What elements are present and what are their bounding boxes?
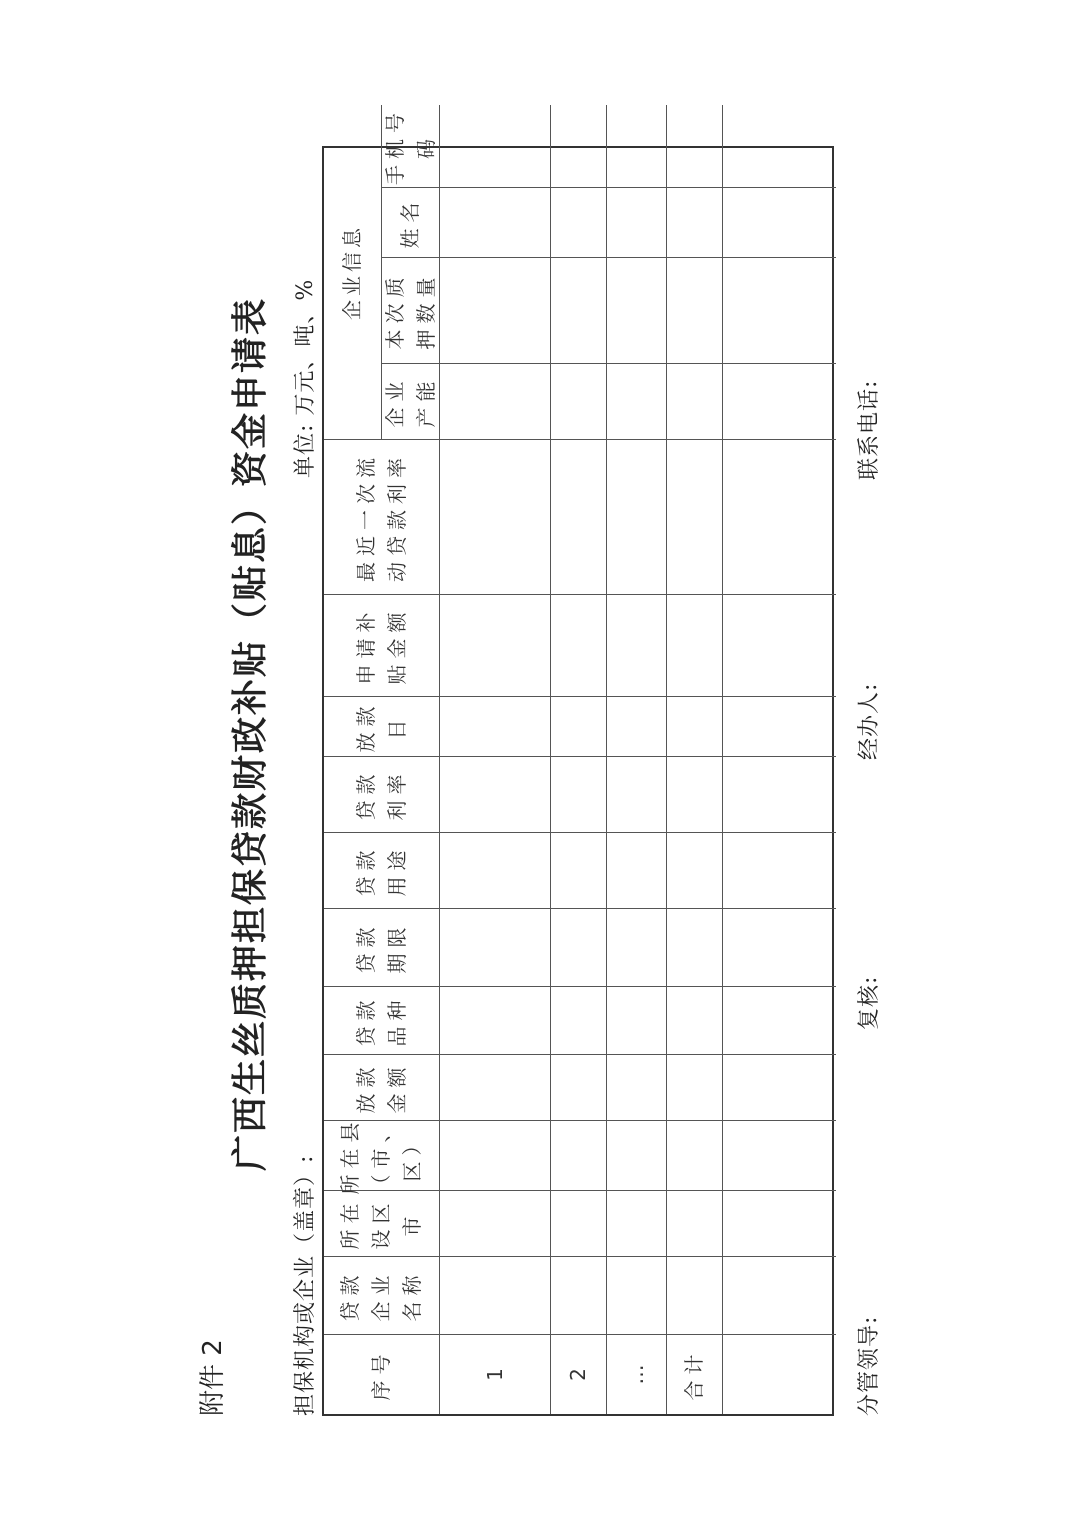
table-cell [667, 756, 723, 832]
table-cell [551, 1190, 607, 1256]
table-cell [723, 594, 836, 696]
header-cell: 企业产能 [382, 363, 440, 439]
table-cell [667, 908, 723, 986]
table-cell [667, 1256, 723, 1334]
table-cell [607, 187, 667, 257]
table-cell [723, 257, 836, 363]
table-cell [667, 696, 723, 756]
table-cell [607, 756, 667, 832]
table-cell [551, 187, 607, 257]
table-cell [667, 105, 723, 187]
handler-signature-label: 经办人: [857, 682, 882, 760]
header-cell: 序号 [324, 1334, 440, 1414]
table-cell [551, 908, 607, 986]
table-cell [667, 187, 723, 257]
table-cell [723, 832, 836, 908]
table-cell [440, 756, 551, 832]
table-cell [667, 257, 723, 363]
table-cell [551, 696, 607, 756]
applicant-label: 担保机构或企业（盖章）: [293, 1154, 318, 1416]
header-cell: 申请补贴金额 [324, 594, 440, 696]
table-cell [440, 439, 551, 594]
table-cell [607, 1256, 667, 1334]
table-cell [723, 439, 836, 594]
table-cell [607, 1054, 667, 1120]
table-cell [607, 594, 667, 696]
table-cell [607, 986, 667, 1054]
table-cell [551, 363, 607, 439]
header-cell: 所在设区市 [324, 1190, 440, 1256]
table-cell [607, 832, 667, 908]
row-label: 2 [551, 1334, 607, 1414]
table-cell [440, 1190, 551, 1256]
table-cell [667, 1190, 723, 1256]
table-cell [607, 1190, 667, 1256]
table-cell [723, 908, 836, 986]
table-cell [607, 257, 667, 363]
table-cell [607, 1120, 667, 1190]
table-cell [440, 187, 551, 257]
table-cell [607, 105, 667, 187]
table-cell [667, 986, 723, 1054]
table-cell [551, 257, 607, 363]
table-cell [551, 1054, 607, 1120]
table-cell [667, 1120, 723, 1190]
table-cell [667, 439, 723, 594]
annex-label: 附件 2 [198, 1339, 228, 1416]
reviewer-signature-label: 复核: [857, 975, 882, 1030]
table-cell [667, 594, 723, 696]
row-label-total: 合计 [667, 1334, 723, 1414]
table-cell [551, 105, 607, 187]
header-cell: 贷款利率 [324, 756, 440, 832]
table-cell [440, 908, 551, 986]
form-title: 广西生丝质押担保贷款财政补贴（贴息）资金申请表 [229, 297, 271, 1172]
table-cell [440, 363, 551, 439]
table-cell [723, 105, 836, 187]
table-cell [607, 908, 667, 986]
header-cell: 姓名 [382, 187, 440, 257]
header-cell: 最近一次流动贷款利率 [324, 439, 440, 594]
table-cell [723, 986, 836, 1054]
table-cell [667, 832, 723, 908]
table-cell [440, 1256, 551, 1334]
header-cell: 贷款用途 [324, 832, 440, 908]
table-cell [551, 1256, 607, 1334]
header-cell: 放款日 [324, 696, 440, 756]
table-cell [723, 363, 836, 439]
header-cell: 贷款品种 [324, 986, 440, 1054]
table-cell [667, 1054, 723, 1120]
row-label: 1 [440, 1334, 551, 1414]
table-cell [723, 1190, 836, 1256]
table-cell [667, 363, 723, 439]
table-cell [723, 1334, 836, 1414]
table-cell [723, 1120, 836, 1190]
header-cell: 贷款企业名称 [324, 1256, 440, 1334]
table-cell [551, 439, 607, 594]
table-cell [723, 1054, 836, 1120]
table-cell [440, 257, 551, 363]
row-label: … [607, 1334, 667, 1414]
table-cell [551, 756, 607, 832]
table-cell [551, 1120, 607, 1190]
leader-signature-label: 分管领导: [857, 1315, 882, 1416]
table-cell [723, 187, 836, 257]
table-cell [440, 594, 551, 696]
header-cell: 手机号码 [382, 105, 440, 187]
phone-label: 联系电话: [857, 379, 882, 480]
table-cell [723, 1256, 836, 1334]
table-cell [551, 594, 607, 696]
application-table [322, 107, 834, 1416]
table-cell [723, 756, 836, 832]
table-cell [440, 1120, 551, 1190]
company-info-group-header: 企业信息 [324, 105, 382, 439]
unit-label: 单位: 万元、吨、% [293, 278, 318, 478]
header-cell: 贷款期限 [324, 908, 440, 986]
table-cell [607, 363, 667, 439]
table-cell [440, 832, 551, 908]
table-cell [551, 832, 607, 908]
header-cell: 本次质押数量 [382, 257, 440, 363]
table-cell [607, 696, 667, 756]
table-cell [440, 696, 551, 756]
table-cell [440, 105, 551, 187]
table-cell [551, 986, 607, 1054]
header-cell: 放款金额 [324, 1054, 440, 1120]
table-cell [440, 986, 551, 1054]
table-cell [607, 439, 667, 594]
table-cell [440, 1054, 551, 1120]
table-cell [723, 696, 836, 756]
header-cell: 所在县（市、区） [324, 1120, 440, 1190]
